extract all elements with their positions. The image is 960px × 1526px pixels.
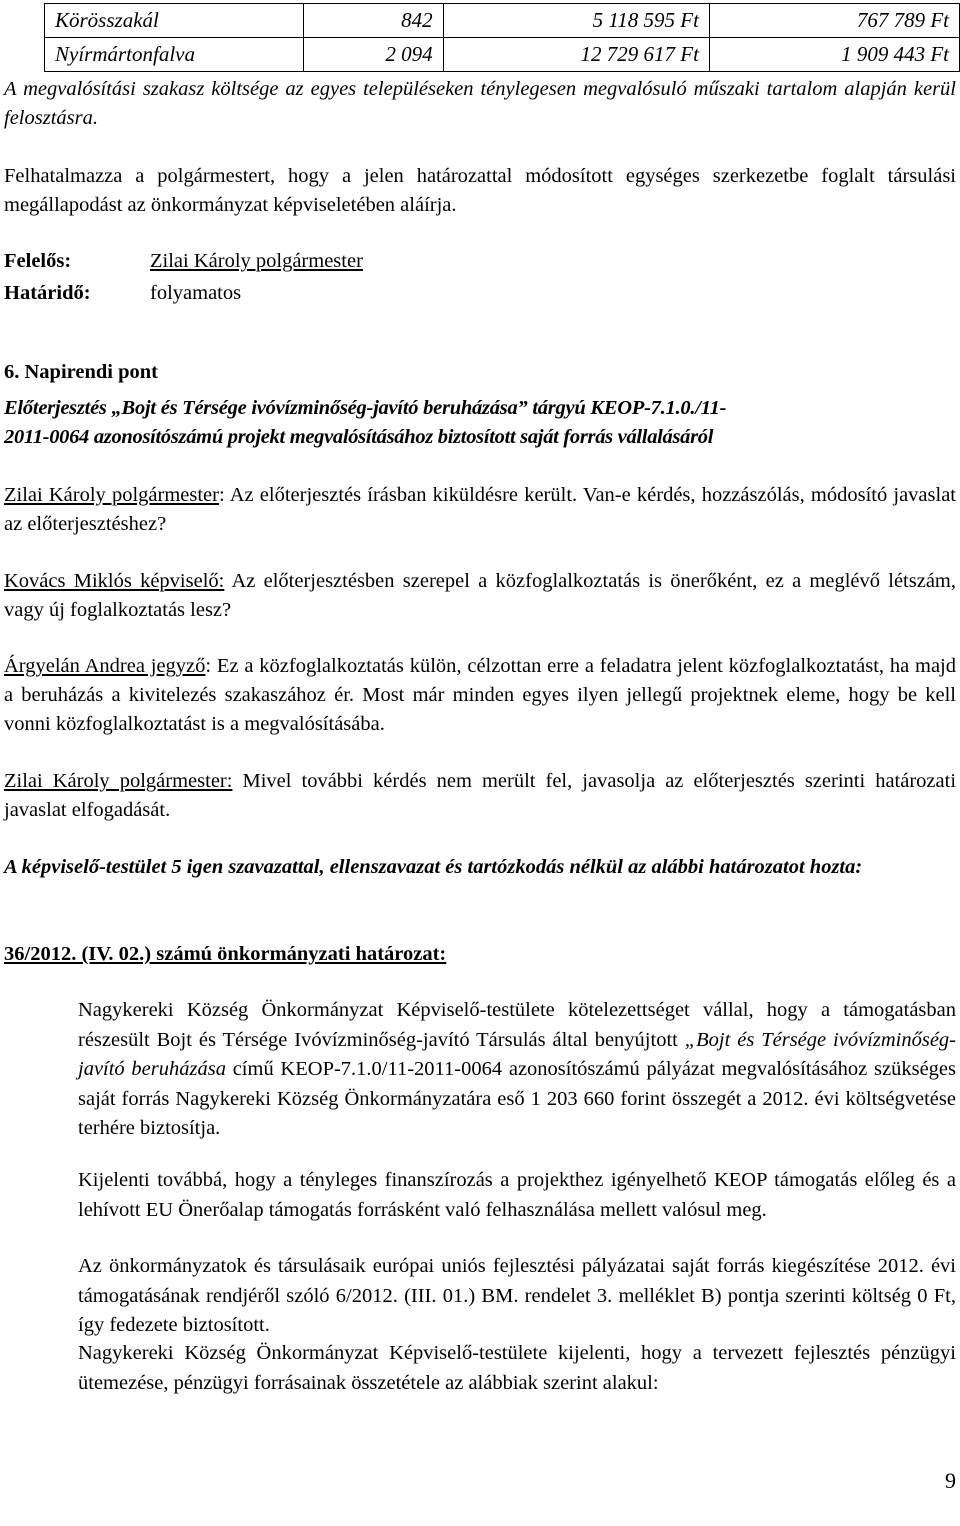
agenda-title-line1: Előterjesztés „Bojt és Térsége ivóvízminőség-javító beruházása” tárgyú KEOP-7.1.0./11- (4, 397, 727, 419)
speaker-name: Zilai Károly polgármester (4, 484, 219, 506)
speaker-name: Zilai Károly polgármester: (4, 770, 233, 792)
responsibility-block (4, 247, 604, 311)
resolution-paragraph: Az önkormányzatok és társulásaik európai uniós fejlesztési pályázatai saját forrás kiegészítése 2012. évi támogatásának rendjéről szóló 6/2012. (III. 01.) BM. rendelet 3. melléklet B) pontja szerinti költség 0 Ft, így fedezete biztosított. (78, 1255, 956, 1336)
deadline-value: folyamatos (150, 282, 242, 304)
table-cell: 5 118 595 Ft (443, 4, 709, 38)
minutes-paragraph (4, 567, 956, 625)
table-cell: 767 789 Ft (709, 4, 959, 38)
page-number: 9 (945, 1468, 956, 1493)
resolution-text: Nagykereki Község Önkormányzat Képviselő-testülete kötelezettséget vállal, hogy a támogatásban részesült Bojt és Térsége Ivóvízminőség-javító Társulás által benyújtott (78, 999, 956, 1051)
minutes-paragraph (4, 652, 956, 739)
settlement-cost-table (44, 3, 960, 72)
responsible-value: Zilai Károly polgármester (150, 250, 363, 272)
table-cell: 1 909 443 Ft (709, 38, 959, 72)
table-cell: Nyírmártonfalva (45, 38, 304, 72)
resolution-paragraph (78, 996, 956, 1144)
table-cell: 2 094 (303, 38, 443, 72)
resolution-paragraph: Kijelenti továbbá, hogy a tényleges finanszírozás a projekthez igényelhető KEOP támogatás előleg és a lehívott EU Önerőalap támogatás forrásként való felhasználása mellett valósul meg. (78, 1169, 956, 1221)
speech-text: : Ez a közfoglalkoztatás külön, célzottan erre a feladatra jelent közfoglalkoztatást, ha majd a beruházás a kivitelezés szakaszához ér. Most már minden egyes ilyen jellegű projektnek eleme, hogy be kell vonni közfoglalkoztatást is a megvalósításába. (4, 655, 957, 735)
speech-text: Az előterjesztésben szerepel a közfoglalkoztatás is önerőként, ez a meglévő létszám, vagy új foglalkoztatás lesz? (4, 570, 956, 621)
cost-allocation-paragraph: A megvalósítási szakasz költsége az egyes településeken ténylegesen megvalósuló műszaki tartalom alapján kerül felosztásra. (4, 78, 956, 129)
deadline-label: Határidő: (4, 282, 91, 304)
authorization-paragraph: Felhatalmazza a polgármestert, hogy a jelen határozattal módosított egységes szerkezetbe foglalt társulási megállapodást az önkormányzat képviseletében aláírja. (4, 165, 956, 216)
table-cell: 12 729 617 Ft (443, 38, 709, 72)
minutes-paragraph (4, 767, 956, 825)
table-cell: 842 (303, 4, 443, 38)
table-row (45, 38, 960, 72)
speaker-name: Kovács Miklós képviselő: (4, 570, 225, 592)
resolution-paragraph: Nagykereki Község Önkormányzat Képviselő-testülete kijelenti, hogy a tervezett fejlesztés pénzügyi ütemezése, pénzügyi forrásainak összetétele az alábbiak szerint alakul: (78, 1342, 956, 1394)
speech-text: Mivel további kérdés nem merült fel, javasolja az előterjesztés szerinti határozati javaslat elfogadását. (4, 770, 957, 821)
speech-text: : Az előterjesztés írásban kiküldésre került. Van-e kérdés, hozzászólás, módosító javaslat az előterjesztéshez? (4, 484, 956, 535)
table-cell: Körösszakál (45, 4, 304, 38)
resolution-text: című KEOP-7.1.0/11-2011-0064 azonosítószámú pályázat megvalósításához szükséges saját forrás Nagykereki Község Önkormányzatára eső 1 203 660 forint összegét a 2012. évi költségvetése terhére biztosítja. (78, 1058, 957, 1139)
resolution-number: 36/2012. (IV. 02.) számú önkormányzati határozat: (4, 943, 447, 965)
minutes-paragraph (4, 481, 956, 539)
table-row (45, 4, 960, 38)
responsible-label: Felelős: (4, 250, 72, 272)
agenda-title-line2: 2011-0064 azonosítószámú projekt megvalósításához biztosított saját forrás vállalásáról (4, 426, 714, 448)
vote-result: A képviselő-testület 5 igen szavazattal, ellenszavazat és tartózkodás nélkül az alábbi határozatot hozta: (4, 856, 863, 878)
project-name: „Bojt és Térsége ivóvízminőség-javító beruházása (78, 1028, 956, 1080)
agenda-heading: 6. Napirendi pont (4, 361, 158, 383)
speaker-name: Árgyelán Andrea jegyző (4, 655, 206, 677)
